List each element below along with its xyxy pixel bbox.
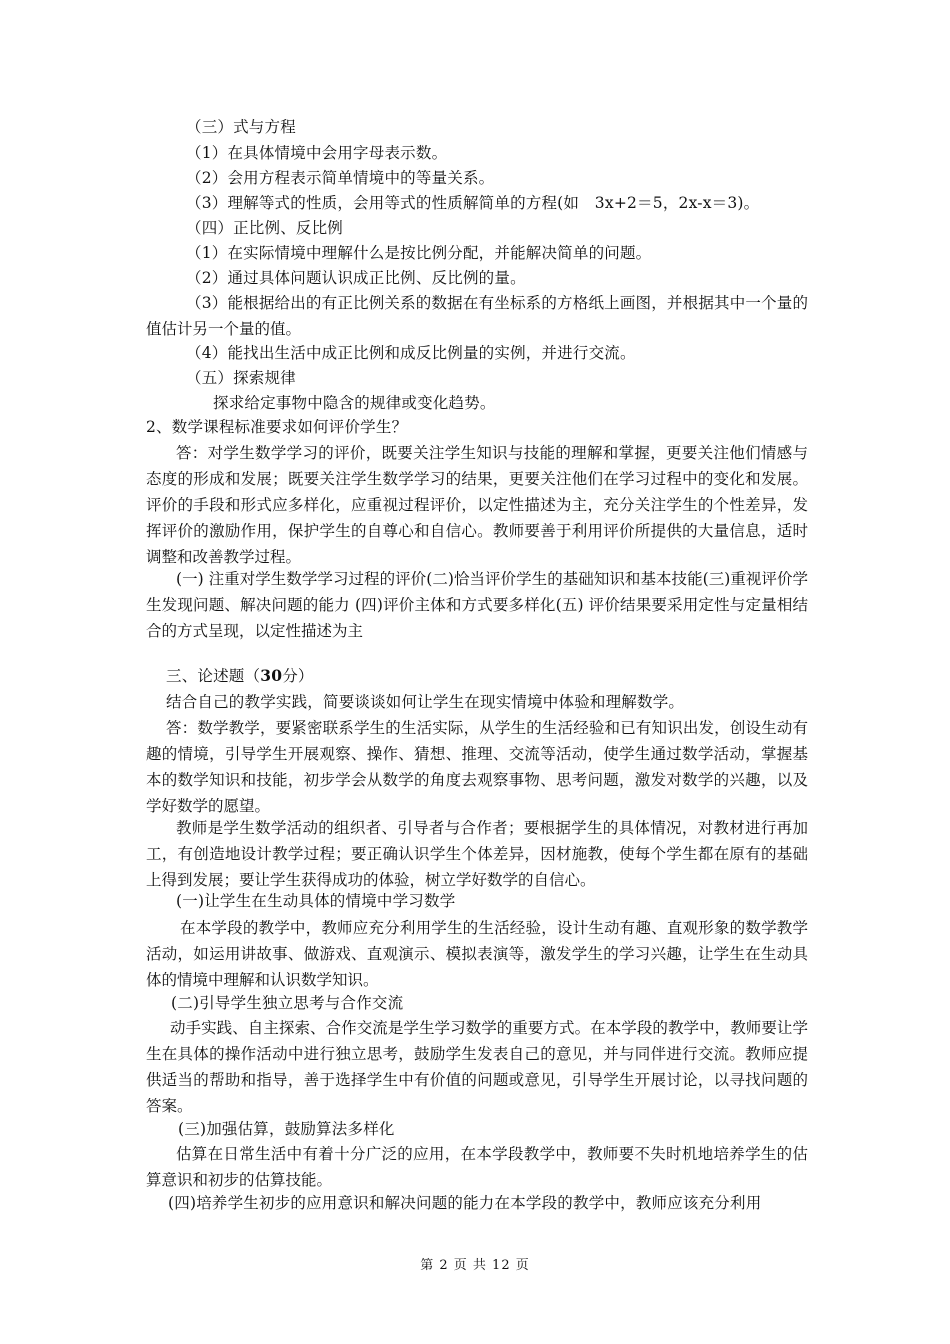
paragraph: 估算在日常生活中有着十分广泛的应用，在本学段教学中，教师要不失时机地培养学生的估 算意识和初步的估算技能。: [146, 1145, 824, 1189]
list-item: （1）在实际情境中理解什么是按比例分配，并能解决简单的问题。: [186, 244, 652, 262]
question-text: 结合自己的教学实践，简要谈谈如何让学生在现实情境中体验和理解数学。: [166, 693, 685, 711]
list-item: （2）会用方程表示简单情境中的等量关系。: [186, 169, 495, 187]
section-heading: （三）式与方程: [186, 118, 296, 136]
paragraph: 动手实践、自主探索、合作交流是学生学习数学的重要方式。在本学段的教学中，教师要让学生在具体的操作活动中进行独立思考，鼓励学生发表自己的意见，并与同伴进行交流。教师应提供适当的帮助和指导，善于选择学生中有价值的问题或意见，引导学生开展讨论，以寻找问题的答案。: [146, 1019, 808, 1115]
section-heading: （五）探索规律: [186, 369, 296, 387]
subheading: (二)引导学生独立思考与合作交流: [171, 994, 404, 1012]
paragraph: 教师是学生数学活动的组织者、引导者与合作者；要根据学生的具体情况，对教材进行再加工，有创造地设计教学过程；要正确认识学生个体差异，因材施教，使每个学生都在原有的基础上得到发展；要让学生获得成功的体验，树立学好数学的自信心。: [146, 819, 808, 889]
answer-paragraph: 答：对学生数学学习的评价，既要关注学生知识与技能的理解和掌握，更要关注他们情感与态度的形成和发展；既要关注学生数学学习的结果，更要关注他们在学习过程中的变化和发展。评价的手段和形式应多样化，应重视过程评价，以定性描述为主，充分关注学生的个性差异，发挥评价的激励作用，保护学生的自尊心和自信心。教师要善于利用评价所提供的大量信息，适时调整和改善教学过程。: [146, 444, 808, 566]
list-item: （4）能找出生活中成正比例和成反比例量的实例，并进行交流。: [186, 344, 636, 362]
section-score: 30: [260, 666, 283, 685]
section-heading-text: 三、论述题（: [166, 667, 261, 685]
subheading: (一)让学生在生动具体的情境中学习数学: [176, 892, 456, 910]
paragraph: 探求给定事物中隐含的规律或变化趋势。: [213, 394, 496, 412]
page-footer: 第 2 页 共 12 页: [420, 1258, 530, 1273]
list-item: （1）在具体情境中会用字母表示数。: [186, 144, 448, 162]
subheading: (三)加强估算，鼓励算法多样化: [178, 1120, 395, 1138]
section-heading: （四）正比例、反比例: [186, 219, 344, 237]
paragraph: (一) 注重对学生数学学习过程的评价(二)恰当评价学生的基础知识和基本技能(三)重视评价学生发现问题、解决问题的能力 (四)评价主体和方式要多样化(五) 评价结果要采用定性与定量相结合的方式呈现，以定性描述为主: [146, 570, 808, 640]
list-item: （3）理解等式的性质，会用等式的性质解简单的方程(如 3x+2＝5，2x-x＝3)。: [186, 194, 760, 212]
question-heading: 2、数学课程标准要求如何评价学生？: [146, 418, 408, 436]
paragraph: 在本学段的教学中，教师应充分利用学生的生活经验，设计生动有趣、直观形象的数学教学活动，如运用讲故事、做游戏、直观演示、模拟表演等，激发学生的学习兴趣，让学生在生动具体的情境中理解和认识数学知识。: [146, 919, 808, 989]
section-heading-text: 分）: [282, 667, 314, 685]
answer-paragraph: 答：数学教学，要紧密联系学生的生活实际，从学生的生活经验和已有知识出发，创设生动有趣的情境，引导学生开展观察、操作、猜想、推理、交流等活动，使学生通过数学活动，掌握基本的数学知识和技能，初步学会从数学的角度去观察事物、思考问题，激发对数学的兴趣，以及学好数学的愿望。: [146, 719, 808, 815]
subheading: (四)培养学生初步的应用意识和解决问题的能力在本学段的教学中，教师应该充分利用: [168, 1194, 762, 1212]
section-heading: [166, 664, 828, 688]
list-item: （2）通过具体问题认识成正比例、反比例的量。: [186, 269, 526, 287]
paragraph: （3）能根据给出的有正比例关系的数据在有坐标系的方格纸上画图，并根据其中一个量的值估计另一个量的值。: [146, 294, 808, 338]
